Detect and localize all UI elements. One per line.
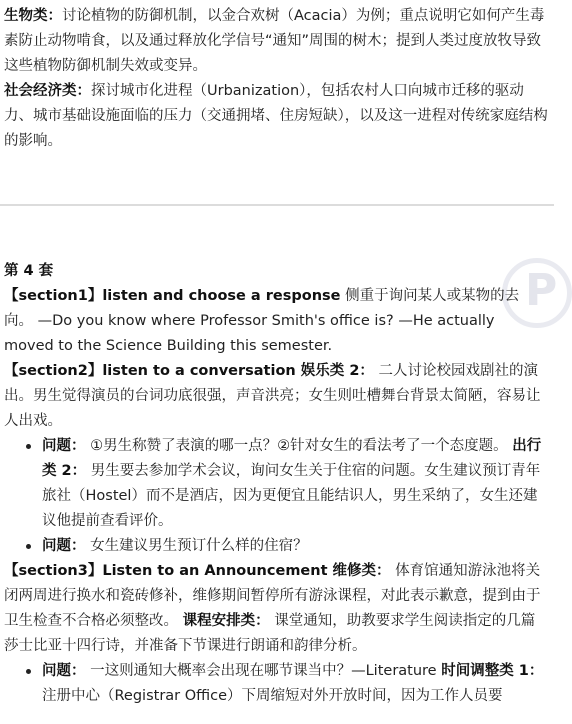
- socioeconomic-paragraph: [4, 79, 548, 154]
- schedule-text: 课堂通知，助教要求学生阅读指定的几篇莎士比亚十四行诗，并准备下节课进行朗诵和韵律分析。: [4, 613, 536, 654]
- question-text: 一这则通知大概率会出现在哪节课当中？—Literature: [85, 663, 442, 679]
- list-item: [4, 659, 548, 709]
- socioeconomic-label: 社会经济类：: [4, 83, 91, 99]
- section2-text: 二人讨论校园戏剧社的演出。男生觉得演员的台词功底很强，声音洪亮；女生则吐槽舞台背景太简陋，容易让人出戏。: [4, 363, 541, 429]
- section3-text: 体育馆通知游泳池将关闭两周进行换水和瓷砖修补，维修期间暂停所有游泳课程，对此表示歉意，提到由于卫生检查不合格必须整改。: [4, 563, 541, 629]
- question-text: 女生建议男生预订什么样的住宿？: [85, 538, 308, 554]
- question-text: ①男生称赞了表演的哪一点？②针对女生的看法考了一个态度题。: [85, 438, 513, 454]
- question-label: 问题：: [42, 663, 86, 679]
- bullet-icon: [26, 444, 31, 449]
- section2-label: 【section2】listen to a conversation 娱乐类 2：: [4, 363, 374, 379]
- category-label: 时间调整类 1：: [441, 663, 544, 679]
- category-label: 出行类 2：: [42, 438, 542, 479]
- schedule-label: 课程安排类：: [182, 613, 270, 629]
- list-item: [4, 434, 548, 534]
- set4-section: [4, 259, 548, 709]
- bullet-icon: [26, 669, 31, 674]
- set4-heading: 第 4 套: [4, 263, 54, 279]
- question-label: 问题：: [42, 438, 86, 454]
- biology-paragraph: [4, 4, 548, 79]
- category-text: 注册中心（Registrar Office）下周缩短对外开放时间，因为工作人员要: [42, 688, 503, 704]
- socioeconomic-text: 探讨城市化进程（Urbanization），包括农村人口向城市迁移的驱动力、城市基础设施面临的压力（交通拥堵、住房短缺），以及这一进程对传统家庭结构的影响。: [4, 83, 548, 149]
- section3-list: [4, 659, 548, 709]
- section3-label: 【section3】Listen to an Announcement 维修类：: [4, 563, 391, 579]
- biology-label: 生物类：: [4, 8, 62, 24]
- page-divider: [0, 204, 554, 206]
- section1-text: 侧重于询问某人或某物的去向。 —Do you know where Professor Smith's office is? —He actually moved to the Science Building this semester.: [4, 288, 520, 354]
- question-label: 问题：: [42, 538, 86, 554]
- section2-list: [4, 434, 548, 559]
- watermark-letter: P: [525, 265, 558, 316]
- section2-paragraph: [4, 359, 548, 434]
- section1-label: 【section1】listen and choose a response: [4, 288, 341, 304]
- biology-text: 讨论植物的防御机制，以金合欢树（Acacia）为例；重点说明它如何产生毒素防止动物啃食，以及通过释放化学信号“通知”周围的树木；提到人类过度放牧导致这些植物防御机制失效或变异。: [4, 8, 545, 74]
- section3-paragraph: [4, 559, 548, 659]
- section1-paragraph: [4, 284, 548, 359]
- list-item: [4, 534, 548, 559]
- bullet-icon: [26, 544, 31, 549]
- category-text: 男生要去参加学术会议，询问女生关于住宿的问题。女生建议预订青年旅社（Hostel）而不是酒店，因为更便宜且能结识人，男生采纳了，女生还建议他提前查看评价。: [42, 463, 541, 529]
